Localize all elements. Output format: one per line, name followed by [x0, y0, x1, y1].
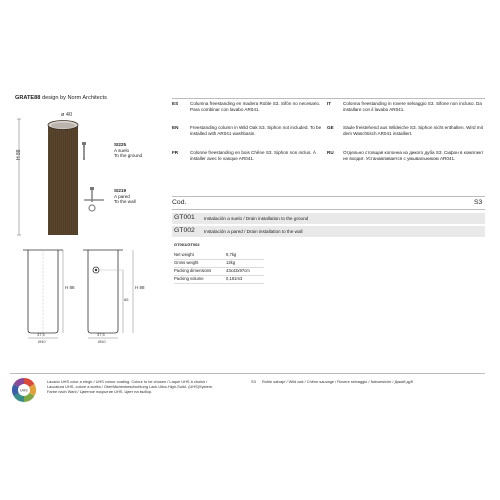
drawing-ground: [23, 250, 75, 344]
finish-text: Roble salvaje / Wild oak / Chêne sauvage / Rovere selvaggio / Naturesiche / Дикий дуб: [262, 379, 413, 384]
drawing-wall: [83, 250, 145, 344]
product-header: [15, 95, 107, 102]
height-label: H 88: [16, 149, 22, 160]
product-image: [15, 105, 155, 245]
designer-credit: design by Norm Architects: [41, 95, 107, 101]
lang-code: FR: [172, 150, 179, 155]
siphon-desc: To the ground: [114, 153, 143, 159]
siphon-desc: To the wall: [114, 199, 136, 205]
siphon-desc: A suelo: [114, 147, 130, 153]
lang-code: GE: [327, 125, 334, 130]
product-code: GT001: [174, 214, 195, 221]
lang-code: EN: [172, 125, 179, 130]
product-code-desc: Instalación a suelo / Drain installation to the ground: [204, 216, 309, 221]
column-body: [48, 125, 78, 235]
spec-label: Packing volume: [174, 276, 204, 281]
technical-drawings: [10, 245, 160, 350]
siphon-wall-icon: [80, 186, 112, 214]
dim-side: 65: [124, 297, 129, 302]
lacquer-line: Lacado UHS color a elegir / UHS colour coating. Colour to be chosen / Laque UHS à choisir /: [47, 379, 208, 384]
description-text: Columna freestanding en madera Roble S3. Sifón no necesario. Para combinar con lavabo AR041.: [190, 101, 321, 112]
diameter-label: ø 40: [61, 112, 73, 118]
description-text: Colonna freestanding in rovere selvaggio S3. Sifone non incluso. Da installare con il lavabo AR041.: [343, 101, 482, 112]
siphon-code: SI219: [114, 188, 127, 193]
description-text: Freestanding column in Wild Oak S3. Siphon not included. To be installed with AR041 washbasin.: [190, 125, 322, 136]
dim-width: 37,5: [37, 332, 45, 337]
lang-code: RU: [327, 150, 334, 155]
siphon-ground: [114, 142, 142, 159]
dim-width: 37,5: [97, 332, 105, 337]
codes-header-right: S3: [474, 199, 483, 206]
siphon-ground-icon: [80, 140, 110, 164]
spec-label: Gross weight: [174, 260, 199, 265]
wheel-label: UHS: [20, 388, 28, 393]
product-code: GT002: [174, 227, 195, 234]
spec-value: 43x43x97cm: [226, 268, 250, 273]
lacquer-line: Farbe nach Wahl / Цветное покрытие UHS. Цвет на выбор.: [47, 389, 153, 395]
spec-label: Net weight: [174, 252, 194, 257]
siphon-code: SI225: [114, 142, 127, 147]
dim-height: H 88: [135, 285, 145, 290]
lacquer-info: [47, 379, 247, 395]
dim-height: H 88: [65, 285, 75, 290]
lacquer-line: Laccatura UHS, colore a scelta / Oberflächenbeschichtung Lack Ultra-High-Solid- (UHS)System.: [47, 384, 214, 390]
description-text: Colonne freestanding en bois Chêne S3. Siphon non inclus. À installer avec le vasque AR041.: [190, 150, 316, 161]
description-text: Säule freistehend aus Wildeiche S3. Siphon nicht enthalten. Wird mit dem Waschtisch AR041 installiert.: [343, 125, 483, 136]
codes-header-left: Cod.: [172, 199, 187, 206]
dim-diameter: Ø40: [98, 339, 106, 344]
spec-value: 0,161m3: [226, 276, 243, 281]
siphon-wall: [114, 188, 136, 205]
spec-value: 12kg: [226, 260, 236, 265]
description-text: Отдельно стоящая колонна из дикого дуба S3. Сифон в комплект не входит. Устанавливается с умывальником AR041.: [343, 150, 484, 161]
uhs-color-wheel-icon: [10, 376, 38, 404]
spec-value: 9,7kg: [226, 252, 237, 257]
product-code-desc: Instalación a pared / Drain installation to the wall: [204, 229, 303, 234]
product-name: GRATE88: [15, 95, 41, 101]
finish-code: S3: [251, 379, 256, 384]
lang-code: IT: [327, 101, 332, 106]
dim-diameter: Ø40: [38, 339, 46, 344]
siphon-desc: A pared: [114, 193, 130, 199]
specs-title: GT001/GT002: [174, 242, 200, 247]
lang-code: ES: [172, 101, 179, 106]
spec-label: Packing dimensions: [174, 268, 212, 273]
